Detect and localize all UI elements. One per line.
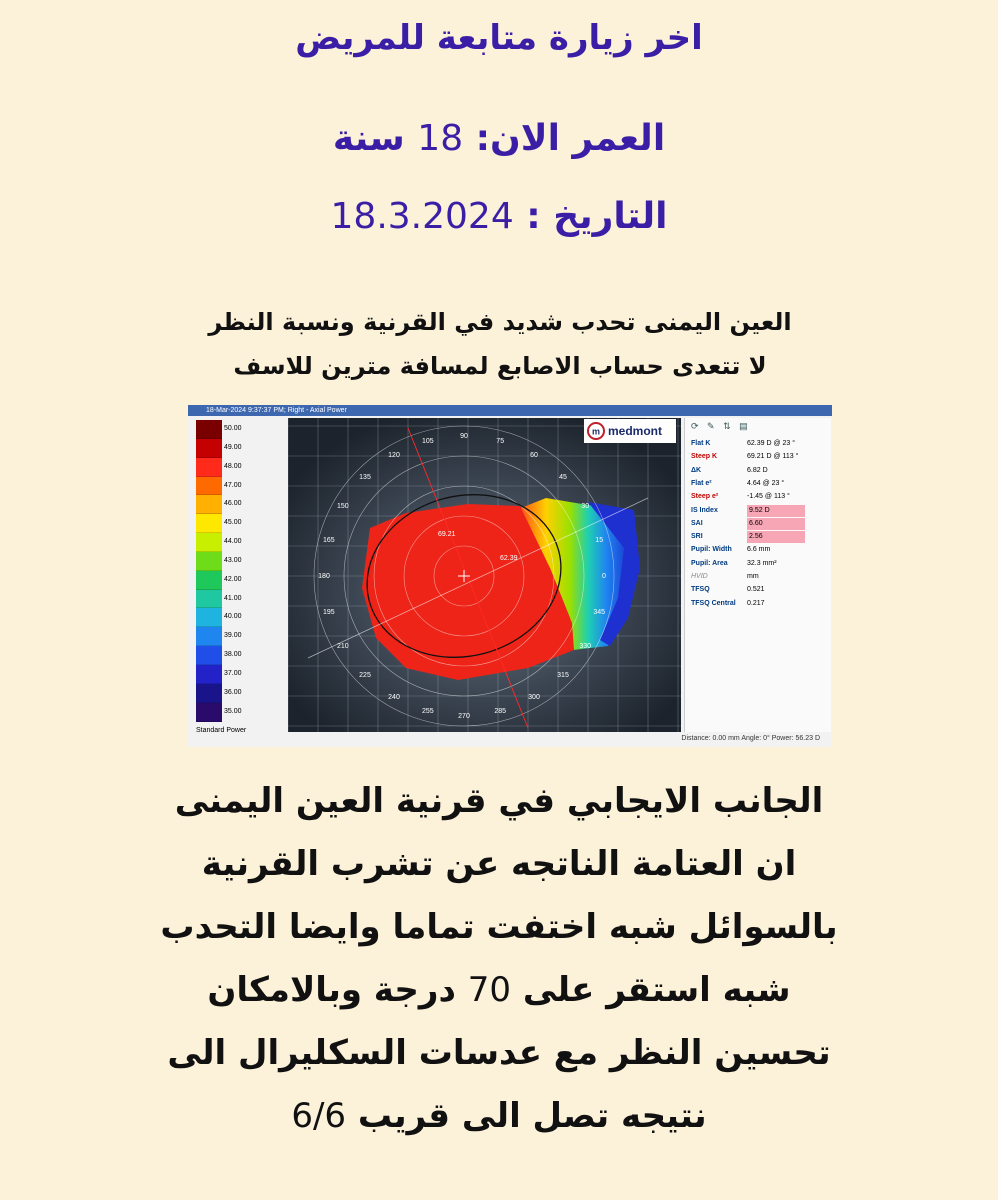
note-line: العين اليمنى تحدب شديد في القرنية ونسبة النظر	[208, 308, 792, 336]
conclusion-line	[60, 959, 938, 1022]
svg-text:m: m	[591, 426, 601, 437]
note-line: لا تتعدى حساب الاصابع لمسافة مترين للاسف	[233, 352, 767, 380]
scale-label: 43.00	[224, 556, 242, 564]
scale-swatch	[196, 646, 222, 665]
date-line	[0, 196, 998, 237]
scale-label: 38.00	[224, 651, 242, 659]
scale-swatch	[196, 571, 222, 590]
conclusion-line	[60, 1085, 938, 1148]
conclusion-line: ان العتامة الناتجه عن تشرب القرنية	[201, 844, 797, 884]
angle-label: 165	[322, 536, 335, 544]
angle-label: 255	[421, 708, 434, 716]
index-label: IS Index	[691, 506, 718, 514]
scale-swatch	[196, 458, 222, 477]
angle-label: 270	[458, 713, 470, 720]
topography-titlebar: 18-Mar-2024 9:37:37 PM; Right - Axial Power	[188, 405, 832, 416]
scale-label: 41.00	[224, 594, 242, 602]
page-title: اخر زيارة متابعة للمريض	[295, 18, 703, 58]
diagnosis-note	[120, 300, 880, 388]
conclusion-text-part: شبه استقر على	[522, 970, 791, 1010]
conclusion-line: بالسوائل شبه اختفت تماما وايضا التحدب	[160, 907, 838, 947]
index-label: Flat e²	[691, 479, 712, 487]
age-label: العمر الان:	[475, 118, 666, 159]
conclusion-line: الجانب الايجابي في قرنية العين اليمنى	[174, 781, 824, 821]
angle-label: 300	[528, 694, 540, 702]
power-color-scale	[196, 420, 222, 722]
scale-label: 35.00	[224, 707, 242, 715]
power-scale-labels	[224, 420, 264, 722]
angle-label: 0	[602, 573, 606, 580]
scale-label: 46.00	[224, 500, 242, 508]
angle-label: 150	[336, 503, 349, 510]
index-value: mm	[747, 573, 759, 580]
index-row	[691, 584, 829, 596]
scale-swatch	[196, 514, 222, 533]
index-label: Flat K	[691, 440, 711, 447]
age-value: 18	[417, 118, 464, 159]
index-value: 9.52 D	[747, 505, 805, 517]
axial-power-map	[288, 418, 681, 732]
index-value: -1.45 @ 113 °	[747, 493, 790, 501]
index-row	[691, 531, 829, 543]
index-value: 62.39 D @ 23 °	[747, 440, 796, 447]
index-label: SRI	[691, 533, 703, 541]
standard-power-label: Standard Power	[196, 727, 247, 734]
scale-label: 48.00	[224, 462, 242, 470]
index-row	[691, 451, 829, 463]
medmont-logo	[584, 419, 676, 443]
angle-label: 195	[322, 609, 335, 617]
index-row	[691, 438, 829, 450]
date-value: 18.3.2024	[330, 196, 514, 237]
flat-k-label: 62.39	[500, 555, 518, 562]
conclusion-text-part: درجة وبالامكان	[207, 970, 456, 1010]
age-line	[0, 118, 998, 159]
conclusion-text-part: نتيجه تصل الى قريب	[357, 1096, 707, 1136]
angle-label: 120	[388, 451, 400, 459]
index-label: TFSQ	[691, 586, 710, 594]
steep-k-label: 69.21	[438, 531, 456, 538]
index-value: 6.60	[747, 518, 805, 530]
scale-label: 37.00	[224, 669, 242, 677]
scale-label: 40.00	[224, 613, 242, 621]
angle-label: 30	[581, 503, 590, 510]
scale-label: 42.00	[224, 575, 242, 583]
scale-swatch	[196, 552, 222, 571]
index-value: 0.217	[747, 599, 765, 607]
index-row	[691, 505, 829, 517]
index-value: 0.521	[747, 586, 765, 594]
index-label: TFSQ Central	[691, 599, 736, 607]
angle-label: 15	[595, 536, 604, 544]
angle-label: 135	[359, 474, 371, 481]
scale-label: 39.00	[224, 632, 242, 640]
topography-statusbar: Distance: 0.00 mm Angle: 0° Power: 56.23 D	[681, 735, 820, 742]
scale-swatch	[196, 627, 222, 646]
index-value: 6.6 mm	[747, 546, 771, 554]
scale-swatch	[196, 533, 222, 552]
index-row	[691, 558, 829, 570]
vision-value: 6/6	[291, 1096, 347, 1136]
conclusion-line: تحسين النظر مع عدسات السكليرال الى	[167, 1033, 831, 1073]
angle-label: 90	[460, 433, 468, 440]
index-label: Pupil: Width	[691, 546, 732, 554]
index-value: 69.21 D @ 113 °	[747, 453, 799, 461]
index-value: 4.64 @ 23 °	[747, 479, 785, 487]
index-label: ΔK	[691, 466, 702, 474]
angle-label: 60	[530, 451, 538, 459]
index-label: Steep e²	[691, 493, 719, 501]
index-row	[691, 491, 829, 503]
scale-swatch	[196, 590, 222, 609]
scale-swatch	[196, 665, 222, 684]
scale-label: 49.00	[224, 443, 242, 451]
conclusion-text	[60, 770, 938, 1148]
angle-label: 180	[318, 573, 330, 580]
index-label: HVID	[691, 573, 708, 580]
angle-label: 330	[579, 643, 592, 650]
index-value: 32.3 mm²	[747, 559, 777, 567]
age-unit: سنة	[332, 118, 405, 159]
scale-label: 36.00	[224, 688, 242, 696]
index-row	[691, 571, 829, 583]
index-value: 6.82 D	[747, 466, 768, 474]
scale-swatch	[196, 684, 222, 703]
brand-text: medmont	[608, 424, 662, 438]
topography-indices-panel	[684, 418, 831, 732]
index-value: 2.56	[747, 531, 805, 543]
index-label: Pupil: Area	[691, 559, 728, 567]
index-label: SAI	[691, 519, 703, 527]
scale-label: 47.00	[224, 481, 242, 489]
angle-label: 315	[557, 672, 569, 679]
index-row	[691, 518, 829, 530]
angle-label: 45	[559, 474, 567, 481]
scale-swatch	[196, 439, 222, 458]
index-row	[691, 598, 829, 610]
index-row	[691, 465, 829, 477]
index-row	[691, 544, 829, 556]
angle-label: 345	[593, 609, 606, 617]
index-label: Steep K	[691, 453, 718, 461]
angle-label: 285	[494, 708, 507, 716]
angle-label: 105	[421, 437, 434, 445]
date-label: التاريخ :	[526, 196, 668, 237]
angle-label: 240	[388, 694, 400, 702]
scale-swatch	[196, 495, 222, 514]
scale-swatch	[196, 477, 222, 496]
scale-label: 50.00	[224, 425, 242, 432]
angle-label: 210	[336, 643, 349, 650]
scale-label: 45.00	[224, 519, 242, 527]
scale-label: 44.00	[224, 538, 242, 546]
panel-toolbar-icons[interactable]: ⟳ ✎ ⇅ ▤	[691, 421, 751, 431]
scale-swatch	[196, 703, 222, 722]
corneal-topography-screenshot	[188, 405, 832, 747]
angle-label: 225	[359, 672, 371, 679]
angle-label: 75	[496, 437, 505, 445]
scale-swatch	[196, 608, 222, 627]
scale-swatch	[196, 420, 222, 439]
index-row	[691, 478, 829, 490]
curvature-value: 70	[467, 970, 512, 1010]
